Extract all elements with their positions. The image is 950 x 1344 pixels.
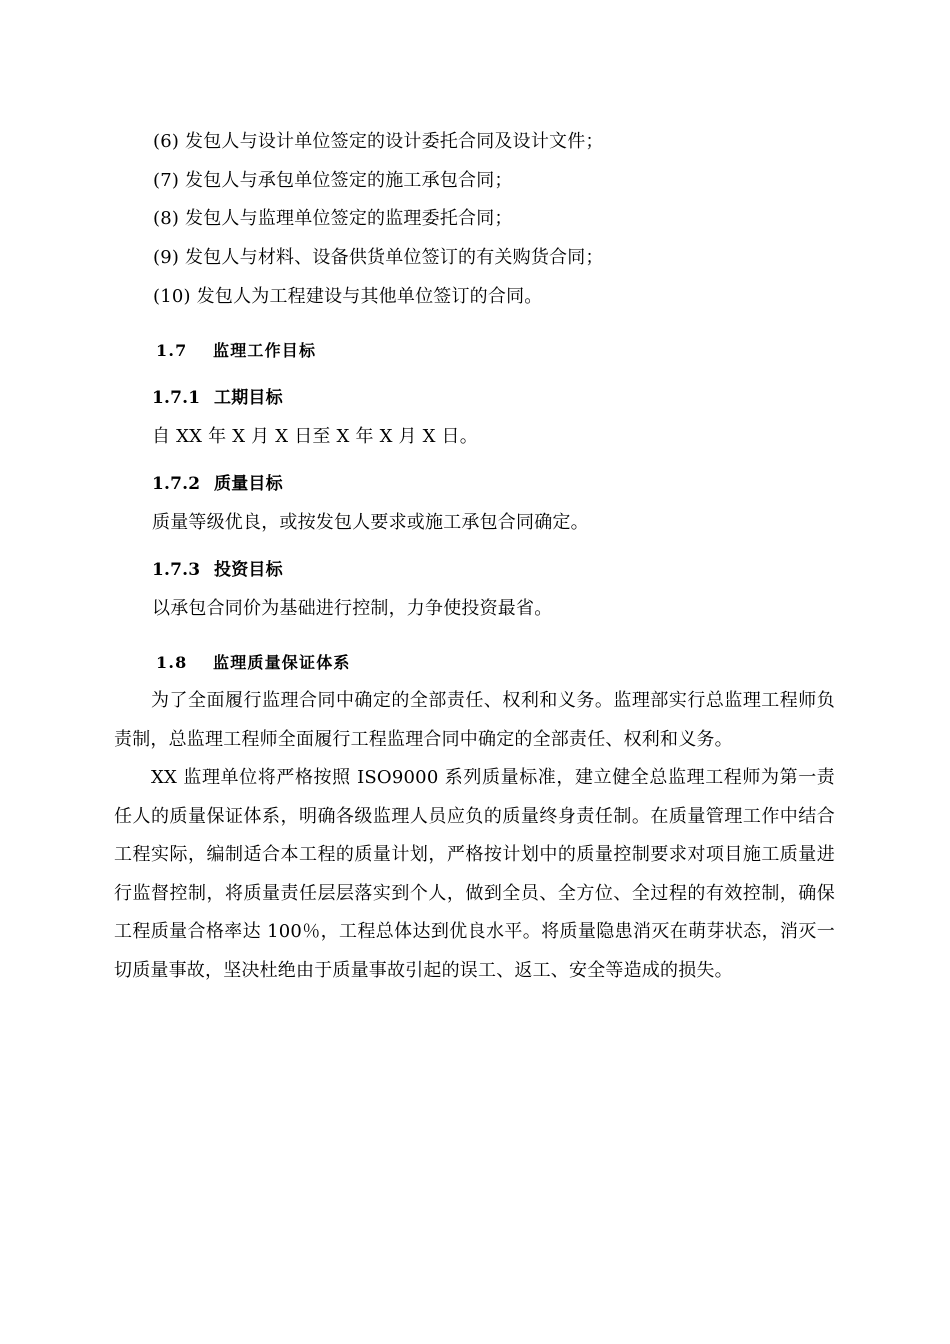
subsection-heading: [152, 558, 283, 582]
section-number: 1.8: [156, 653, 188, 672]
body-paragraph: XX 监理单位将严格按照 ISO9000 系列质量标准，建立健全总监理工程师为第一责任人的质量保证体系，明确各级监理人员应负的质量终身责任制。在质量管理工作中结合工程实际，编制适合本工程的质量计划，严格按计划中的质量控制要求对项目施工质量进行监督控制，将质量责任层层落实到个人，做到全员、全方位、全过程的有效控制，确保工程质量合格率达 100％，工程总体达到优良水平。将质量隐患消灭在萌芽状态，消灭一切质量事故，坚决杜绝由于质量事故引起的误工、返工、安全等造成的损失。: [114, 767, 835, 981]
subsection-heading: [152, 472, 283, 496]
section-title: 监理工作目标: [213, 341, 317, 360]
list-item: (7) 发包人与承包单位签定的施工承包合同；: [153, 170, 513, 191]
subsection-heading: [152, 386, 283, 410]
section-heading: [156, 651, 351, 675]
section-number: 1.7: [156, 341, 188, 360]
subsection-body: 以承包合同价为基础进行控制，力争使投资最省。: [152, 598, 553, 619]
list-item: (9) 发包人与材料、设备供货单位签订的有关购货合同；: [153, 247, 604, 268]
subsection-title: 投资目标: [214, 560, 283, 580]
subsection-title: 工期目标: [214, 388, 283, 408]
list-item: (6) 发包人与设计单位签定的设计委托合同及设计文件；: [153, 131, 604, 152]
section-title: 监理质量保证体系: [213, 653, 351, 672]
subsection-number: 1.7.3: [152, 560, 201, 580]
body-paragraph: 为了全面履行监理合同中确定的全部责任、权利和义务。监理部实行总监理工程师负责制，总监理工程师全面履行工程监理合同中确定的全部责任、权利和义务。: [114, 690, 835, 750]
subsection-number: 1.7.2: [152, 474, 201, 494]
list-item: (8) 发包人与监理单位签定的监理委托合同；: [153, 208, 513, 229]
section-heading: [156, 339, 316, 363]
list-item: (10) 发包人为工程建设与其他单位签订的合同。: [153, 286, 543, 307]
subsection-body: 自 XX 年 X 月 X 日至 X 年 X 月 X 日。: [152, 426, 478, 447]
subsection-title: 质量目标: [214, 474, 283, 494]
subsection-body: 质量等级优良，或按发包人要求或施工承包合同确定。: [152, 512, 589, 533]
subsection-number: 1.7.1: [152, 388, 201, 408]
